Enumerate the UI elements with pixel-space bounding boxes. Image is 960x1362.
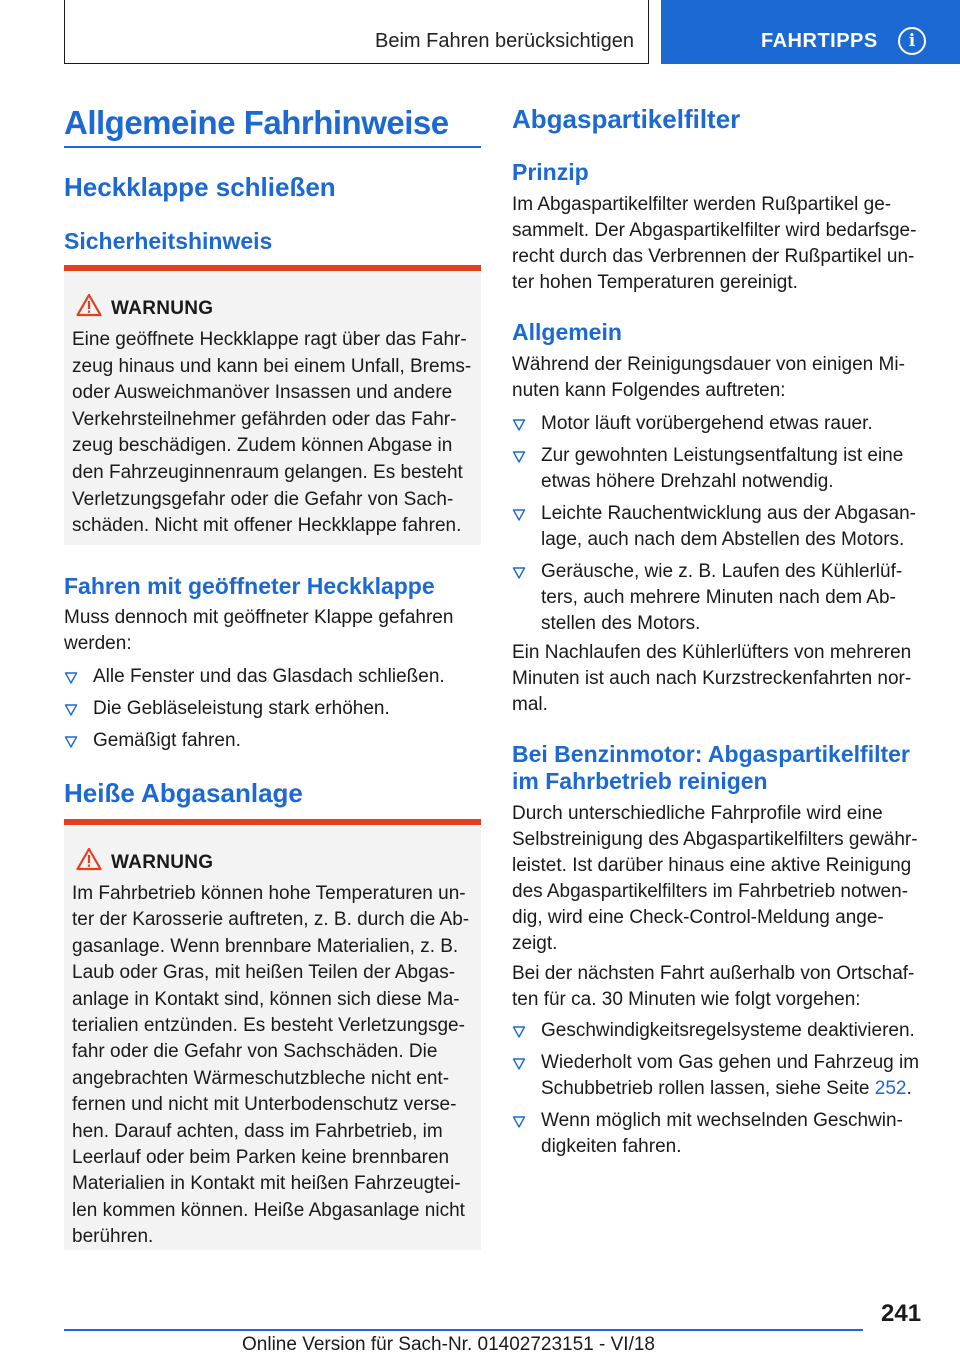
triangle-bullet-icon xyxy=(512,411,526,437)
paragraph-line: Durch unterschiedliche Fahrprofile wird eine xyxy=(512,803,883,824)
header-section-title: Beim Fahren berücksichtigen xyxy=(374,30,634,52)
warning-line: den Fahrzeuginnenraum gelangen. Es besteht xyxy=(72,461,463,483)
paragraph-principle xyxy=(512,192,916,296)
heading-principle: Prinzip xyxy=(512,159,589,185)
warning-line: angebrachten Wärmeschutzbleche nicht ent- xyxy=(72,1067,450,1089)
list-item-text: Schubbetrieb rollen lassen, siehe Seite xyxy=(541,1078,875,1099)
footer-divider xyxy=(64,1329,863,1331)
list-item-text: Alle Fenster und das Glasdach schließen. xyxy=(93,666,445,687)
heading-petrol-cleaning xyxy=(512,741,910,795)
list-item-text: Geräusche, wie z. B. Laufen des Kühlerlüf- xyxy=(541,561,903,582)
heading-particle-filter: Abgaspartikelfilter xyxy=(512,104,741,134)
list-item-text: digkeiten fahren. xyxy=(541,1136,682,1157)
paragraph-line: Selbstreinigung des Abgaspartikelfilters gewähr- xyxy=(512,829,918,850)
warning-line: oder Ausweichmanöver Insassen und andere xyxy=(72,382,453,404)
list-item-text: ters, auch mehrere Minuten nach dem Ab- xyxy=(541,587,896,608)
warning-line: Verkehrsteilnehmer gefährden oder das Fahr- xyxy=(72,408,457,430)
paragraph-line: werden: xyxy=(64,633,132,654)
warning-line: hen. Darauf achten, dass im Fahrbetrieb, im xyxy=(72,1120,443,1142)
warning-line: Leerlauf oder beim Parken keine brennbaren xyxy=(72,1147,450,1169)
paragraph-line: Während der Reinigungsdauer von einigen Mi- xyxy=(512,354,905,375)
list-item-text: Gemäßigt fahren. xyxy=(93,730,241,751)
paragraph-line: leistet. Ist darüber hinaus eine aktive Reinigung xyxy=(512,855,912,876)
warning-line: schäden. Nicht mit offener Heckklappe fahren. xyxy=(72,515,462,537)
header-chapter-title: FAHRTIPPS xyxy=(761,30,878,52)
paragraph-line: dig, wird eine Check-Control-Meldung ange- xyxy=(512,907,884,928)
triangle-bullet-icon xyxy=(512,1050,526,1076)
paragraph-line: nuten kann Folgendes auftreten: xyxy=(512,380,786,401)
list-item-text: Wiederholt vom Gas gehen und Fahrzeug im xyxy=(541,1052,920,1073)
list-item-text: Wenn möglich mit wechselnden Geschwin- xyxy=(541,1110,903,1131)
warning-line: Eine geöffnete Heckklappe ragt über das Fahr- xyxy=(72,329,467,350)
paragraph-line: Bei der nächsten Fahrt außerhalb von Ortschaf- xyxy=(512,963,915,984)
paragraph-fan xyxy=(512,640,911,718)
warning-triangle-icon xyxy=(76,293,102,317)
triangle-bullet-icon xyxy=(64,696,78,722)
heading-general: Allgemein xyxy=(512,319,622,345)
paragraph-petrol xyxy=(512,801,918,957)
paragraph-line: recht durch das Verbrennen der Rußpartikel un- xyxy=(512,246,915,267)
header-chapter-tab[interactable] xyxy=(661,0,960,64)
triangle-bullet-icon xyxy=(512,501,526,527)
triangle-bullet-icon xyxy=(64,728,78,754)
warning-line: berühren. xyxy=(72,1226,154,1248)
list-item-text: Motor läuft vorübergehend etwas rauer. xyxy=(541,413,873,434)
list-item-text: Die Gebläseleistung stark erhöhen. xyxy=(93,698,390,719)
warning-triangle-icon xyxy=(76,847,102,871)
warning-line: fernen und nicht mit Unterbodenschutz verse- xyxy=(72,1094,457,1116)
warning-line: len kommen können. Heiße Abgasanlage nicht xyxy=(72,1199,465,1221)
warning-line: ter der Karosserie auftreten, z. B. durch die Ab- xyxy=(72,909,470,931)
paragraph-general xyxy=(512,352,905,404)
heading-line: Bei Benzinmotor: Abgaspartikelfilter xyxy=(512,741,910,767)
title-divider xyxy=(64,146,481,148)
list-item-text: Leichte Rauchentwicklung aus der Abgasan- xyxy=(541,503,916,524)
header-section-box xyxy=(64,0,649,64)
footer-online-version: Online Version für Sach-Nr. 01402723151 - VI/18 xyxy=(242,1334,655,1355)
warning-line: zeug hinaus und kann bei einem Unfall, Brems- xyxy=(72,355,472,377)
triangle-bullet-icon xyxy=(512,559,526,585)
list-item-text: Geschwindigkeitsregelsysteme deaktivieren. xyxy=(541,1020,915,1041)
warning-text xyxy=(72,881,469,1251)
list-item-text: lage, auch nach dem Abstellen des Motors. xyxy=(541,529,905,550)
list-item-text: . xyxy=(906,1078,912,1099)
heading-driving-open-tailgate: Fahren mit geöffneter Heckklappe xyxy=(64,573,435,599)
warning-line: Verletzungsgefahr oder die Gefahr von Sach- xyxy=(72,488,454,510)
heading-tailgate: Heckklappe schließen xyxy=(64,172,336,202)
paragraph-line: ten für ca. 30 Minuten wie folgt vorgehen: xyxy=(512,989,861,1010)
warning-line: terialien entzünden. Es besteht Verletzungsge- xyxy=(72,1015,465,1037)
warning-box-exhaust xyxy=(64,819,481,1250)
paragraph-next-drive xyxy=(512,961,914,1013)
warning-title: WARNUNG xyxy=(111,852,214,873)
page-number: 241 xyxy=(881,1300,922,1327)
paragraph-line: des Abgaspartikelfilters im Fahrbetrieb notwen- xyxy=(512,881,909,902)
paragraph-line: Minuten ist auch nach Kurzstreckenfahrten nor- xyxy=(512,668,912,689)
paragraph-line: Ein Nachlaufen des Kühlerlüfters von mehreren xyxy=(512,642,912,663)
list-item-text: etwas höhere Drehzahl notwendig. xyxy=(541,471,834,492)
triangle-bullet-icon xyxy=(64,664,78,690)
list-item-text: Zur gewohnten Leistungsentfaltung ist eine xyxy=(541,445,904,466)
page-title: Allgemeine Fahrhinweise xyxy=(64,104,449,141)
page-reference-link[interactable]: 252 xyxy=(874,1078,907,1099)
paragraph-line: Im Abgaspartikelfilter werden Rußpartikel ge- xyxy=(512,194,892,215)
warning-line: Im Fahrbetrieb können hohe Temperaturen un- xyxy=(72,883,466,904)
paragraph-line: zeigt. xyxy=(512,933,558,954)
warning-line: anlage in Kontakt sind, können sich diese Ma- xyxy=(72,988,460,1010)
warning-text xyxy=(72,327,471,540)
paragraph-line: ter hohen Temperaturen gereinigt. xyxy=(512,272,798,293)
warning-line: fahr oder die Gefahr von Sachschäden. Die xyxy=(72,1041,438,1063)
heading-line: im Fahrbetrieb reinigen xyxy=(512,768,768,794)
paragraph-line: sammelt. Der Abgaspartikelfilter wird bedarfsge- xyxy=(512,220,917,241)
warning-line: Materialien in Kontakt mit heißen Fahrzeugtei- xyxy=(72,1173,461,1195)
info-icon[interactable]: i xyxy=(898,27,926,55)
triangle-bullet-icon xyxy=(512,443,526,469)
warning-box-tailgate xyxy=(64,265,481,545)
warning-line: zeug beschädigen. Zudem können Abgase in xyxy=(72,435,453,457)
heading-safety-note: Sicherheitshinweis xyxy=(64,228,273,254)
list-item-text: stellen des Motors. xyxy=(541,613,701,634)
triangle-bullet-icon xyxy=(512,1108,526,1134)
warning-line: Laub oder Gras, mit heißen Teilen der Abgas- xyxy=(72,962,456,984)
paragraph-line: Muss dennoch mit geöffneter Klappe gefahren xyxy=(64,607,454,628)
warning-title: WARNUNG xyxy=(111,298,214,319)
paragraph-line: mal. xyxy=(512,694,548,715)
heading-hot-exhaust: Heiße Abgasanlage xyxy=(64,778,303,808)
list-item-text-with-link xyxy=(541,1076,919,1102)
triangle-bullet-icon xyxy=(512,1018,526,1044)
warning-line: gasanlage. Wenn brennbare Materialien, z. B. xyxy=(72,935,459,957)
paragraph-driving-open xyxy=(64,605,453,657)
